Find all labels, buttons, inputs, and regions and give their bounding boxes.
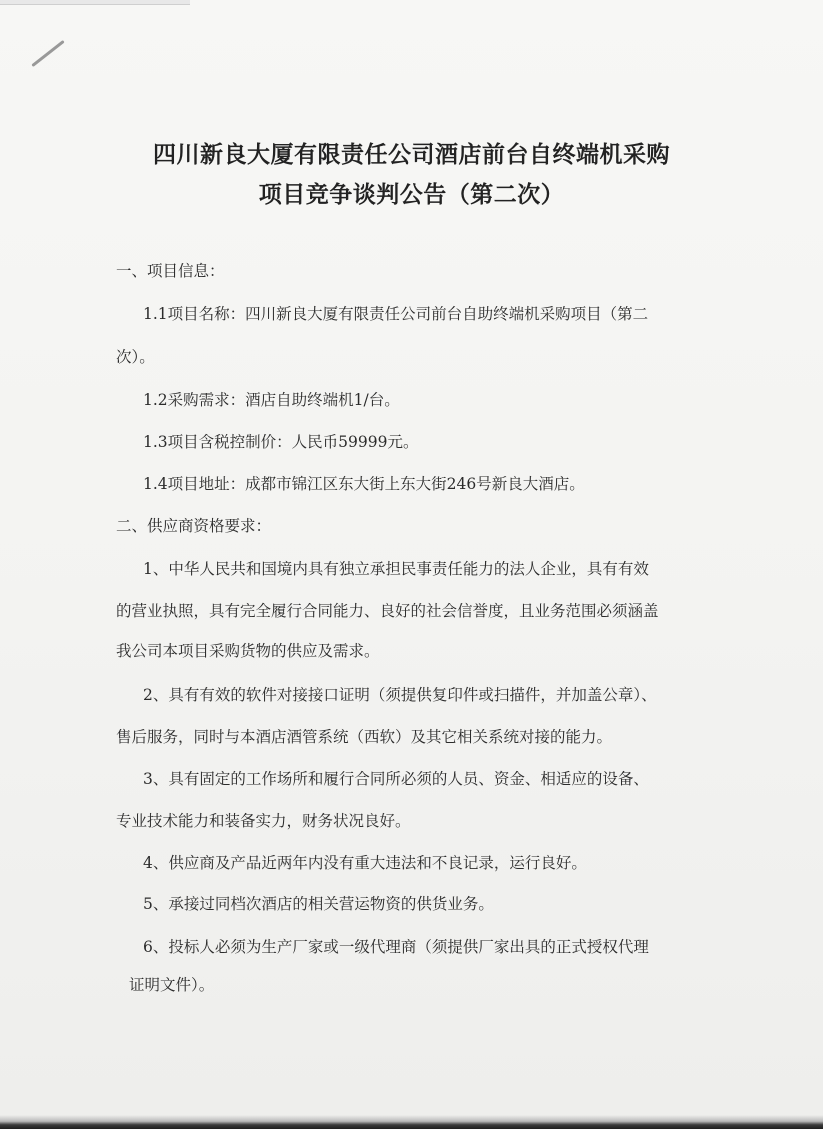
- page-top-edge: [0, 0, 190, 5]
- requirement-3-line-2: 专业技术能力和装备实力，财务状况良好。: [116, 812, 411, 830]
- item-1-1-line-1: 1.1项目名称：四川新良大厦有限责任公司前台自助终端机采购项目（第二: [143, 305, 649, 323]
- item-1-1-line-2: 次）。: [116, 348, 155, 366]
- requirement-1-line-1: 1、中华人民共和国境内具有独立承担民事责任能力的法人企业，具有有效: [143, 560, 649, 578]
- requirement-6-line-1: 6、投标人必须为生产厂家或一级代理商（须提供厂家出具的正式授权代理: [143, 938, 649, 956]
- requirement-6-line-2: 证明文件）。: [129, 976, 215, 994]
- item-1-4: 1.4项目地址：成都市锦江区东大街上东大街246号新良大酒店。: [143, 475, 585, 493]
- requirement-3-line-1: 3、具有固定的工作场所和履行合同所必须的人员、资金、相适应的设备、: [143, 770, 649, 788]
- requirement-2-line-2: 售后服务，同时与本酒店酒管系统（西软）及其它相关系统对接的能力。: [116, 728, 613, 746]
- requirement-2-line-1: 2、具有有效的软件对接接口证明（须提供复印件或扫描件，并加盖公章）、: [143, 686, 657, 704]
- item-1-3: 1.3项目含税控制价：人民币59999元。: [143, 433, 419, 451]
- requirement-1-line-2: 的营业执照，具有完全履行合同能力、良好的社会信誉度，且业务范围必须涵盖: [116, 602, 659, 620]
- requirement-4: 4、供应商及产品近两年内没有重大违法和不良记录，运行良好。: [143, 854, 587, 872]
- section-1-heading: 一、项目信息：: [116, 262, 225, 280]
- document-title-line-1: 四川新良大厦有限责任公司酒店前台自终端机采购: [153, 142, 670, 168]
- requirement-1-line-3: 我公司本项目采购货物的供应及需求。: [116, 642, 380, 660]
- section-2-heading: 二、供应商资格要求：: [116, 517, 272, 535]
- item-1-2: 1.2采购需求：酒店自助终端机1/台。: [143, 391, 400, 409]
- requirement-5: 5、承接过同档次酒店的相关营运物资的供货业务。: [143, 895, 494, 913]
- pen-mark: [31, 40, 64, 67]
- page-bottom-edge: [0, 1115, 823, 1129]
- document-title-line-2: 项目竞争谈判公告（第二次）: [258, 182, 565, 208]
